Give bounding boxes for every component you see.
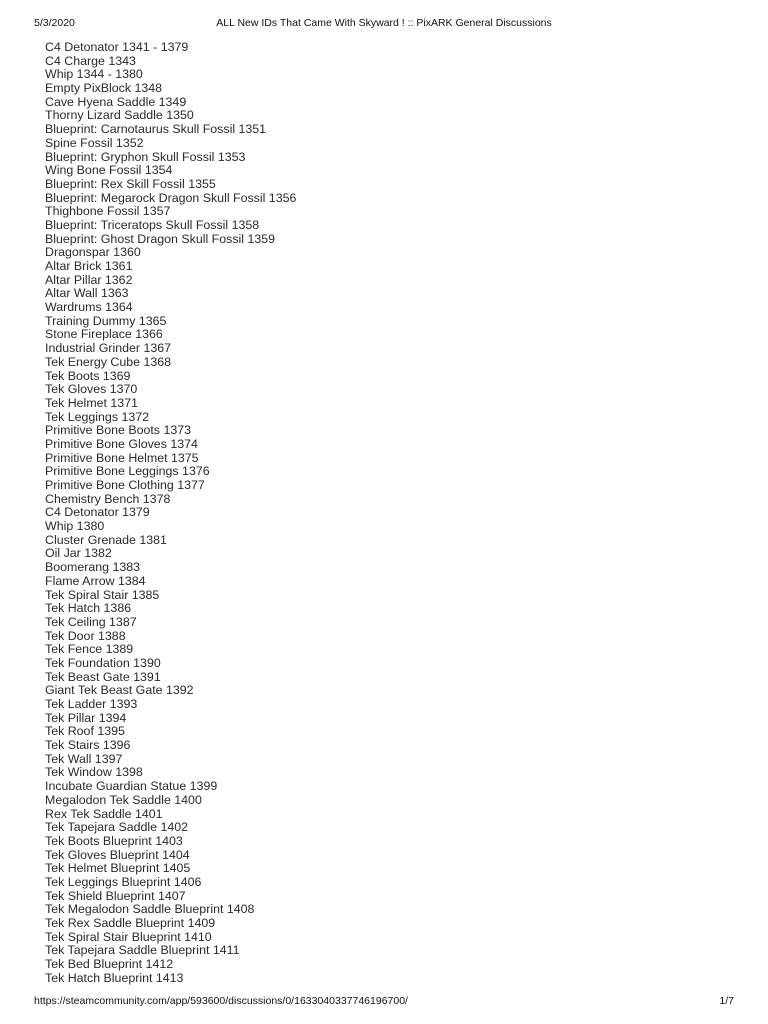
list-item: Primitive Bone Boots 1373: [45, 423, 192, 438]
list-item: Thighbone Fossil 1357: [45, 204, 171, 219]
list-item: Thorny Lizard Saddle 1350: [45, 108, 194, 123]
list-item: Boomerang 1383: [45, 560, 141, 575]
list-item: Tek Beast Gate 1391: [45, 669, 161, 684]
page-url: https://steamcommunity.com/app/593600/discussions/0/1633040337746196700/: [34, 995, 408, 1007]
list-item: Tek Ceiling 1387: [45, 614, 137, 629]
list-item: Tek Helmet Blueprint 1405: [45, 861, 191, 876]
list-item: Rex Tek Saddle 1401: [45, 806, 163, 821]
list-item: Giant Tek Beast Gate 1392: [45, 683, 194, 698]
page-number: 1/7: [719, 995, 734, 1007]
list-item: Flame Arrow 1384: [45, 573, 146, 588]
list-item: Wing Bone Fossil 1354: [45, 163, 173, 178]
list-item: Wardrums 1364: [45, 300, 133, 315]
list-item: Primitive Bone Leggings 1376: [45, 464, 210, 479]
list-item: Altar Brick 1361: [45, 259, 133, 273]
list-item: Cave Hyena Saddle 1349: [45, 94, 187, 109]
list-item: Tek Window 1398: [45, 765, 143, 780]
list-item: Tek Leggings 1372: [45, 409, 150, 424]
list-item: Industrial Grinder 1367: [45, 341, 172, 356]
list-item: C4 Detonator 1379: [45, 505, 150, 520]
list-item: Blueprint: Gryphon Skull Fossil 1353: [45, 149, 246, 164]
list-item: Blueprint: Triceratops Skull Fossil 1358: [45, 217, 260, 232]
list-item: Tek Energy Cube 1368: [45, 354, 172, 369]
list-item: Dragonspar 1360: [45, 245, 141, 260]
list-item: C4 Charge 1343: [45, 53, 136, 68]
list-item: Tek Gloves 1370: [45, 382, 138, 397]
list-item: Tek Spiral Stair Blueprint 1410: [45, 929, 212, 944]
list-item: Altar Wall 1363: [45, 286, 129, 301]
page-title: ALL New IDs That Came With Skyward ! :: PixARK General Discussions: [216, 17, 552, 29]
list-item: Blueprint: Megarock Dragon Skull Fossil 1356: [45, 190, 297, 205]
list-item: Primitive Bone Gloves 1374: [45, 436, 198, 451]
list-item: Spine Fossil 1352: [45, 135, 144, 150]
list-item: Tek Foundation 1390: [45, 655, 161, 670]
list-item: Blueprint: Rex Skill Fossil 1355: [45, 176, 216, 191]
print-date: 5/3/2020: [34, 17, 75, 29]
list-item: Tek Ladder 1393: [45, 697, 138, 711]
list-item: Tek Leggings Blueprint 1406: [45, 874, 202, 889]
list-item: Tek Tapejara Saddle 1402: [45, 820, 189, 835]
list-item: Blueprint: Ghost Dragon Skull Fossil 1359: [45, 231, 276, 246]
list-item: Tek Hatch Blueprint 1413: [45, 970, 184, 985]
list-item: Tek Hatch 1386: [45, 601, 132, 616]
list-item: Whip 1380: [45, 519, 105, 534]
list-item: Tek Fence 1389: [45, 642, 134, 657]
list-item: Cluster Grenade 1381: [45, 532, 167, 547]
list-item: Tek Gloves Blueprint 1404: [45, 847, 190, 862]
list-item: Tek Megalodon Saddle Blueprint 1408: [45, 902, 255, 917]
list-item: Stone Fireplace 1366: [45, 327, 163, 342]
list-item: Blueprint: Carnotaurus Skull Fossil 1351: [45, 122, 267, 137]
list-item: Tek Wall 1397: [45, 751, 123, 766]
list-item: Tek Roof 1395: [45, 724, 125, 739]
list-item: Tek Bed Blueprint 1412: [45, 957, 174, 972]
list-item: Tek Pillar 1394: [45, 710, 127, 725]
list-item: C4 Detonator 1341 - 1379: [45, 40, 189, 54]
list-item: Tek Stairs 1396: [45, 738, 131, 753]
list-item: Tek Tapejara Saddle Blueprint 1411: [45, 943, 240, 958]
list-item: Tek Door 1388: [45, 628, 126, 643]
list-item: Tek Spiral Stair 1385: [45, 587, 160, 602]
list-item: Megalodon Tek Saddle 1400: [45, 792, 202, 807]
list-item: Tek Boots Blueprint 1403: [45, 833, 183, 848]
list-item: Primitive Bone Clothing 1377: [45, 478, 205, 492]
list-item: Tek Rex Saddle Blueprint 1409: [45, 916, 216, 930]
list-item: Altar Pillar 1362: [45, 272, 133, 287]
list-item: Tek Boots 1369: [45, 368, 131, 383]
list-item: Tek Shield Blueprint 1407: [45, 888, 186, 903]
list-item: Whip 1344 - 1380: [45, 67, 143, 82]
list-item: Chemistry Bench 1378: [45, 491, 171, 506]
list-item: Oil Jar 1382: [45, 546, 112, 561]
list-item: Primitive Bone Helmet 1375: [45, 450, 199, 465]
list-item: Incubate Guardian Statue 1399: [45, 779, 218, 794]
list-item: Training Dummy 1365: [45, 313, 167, 328]
list-item: Empty PixBlock 1348: [45, 81, 163, 96]
list-item: Tek Helmet 1371: [45, 395, 138, 410]
item-id-list: [45, 41, 296, 985]
